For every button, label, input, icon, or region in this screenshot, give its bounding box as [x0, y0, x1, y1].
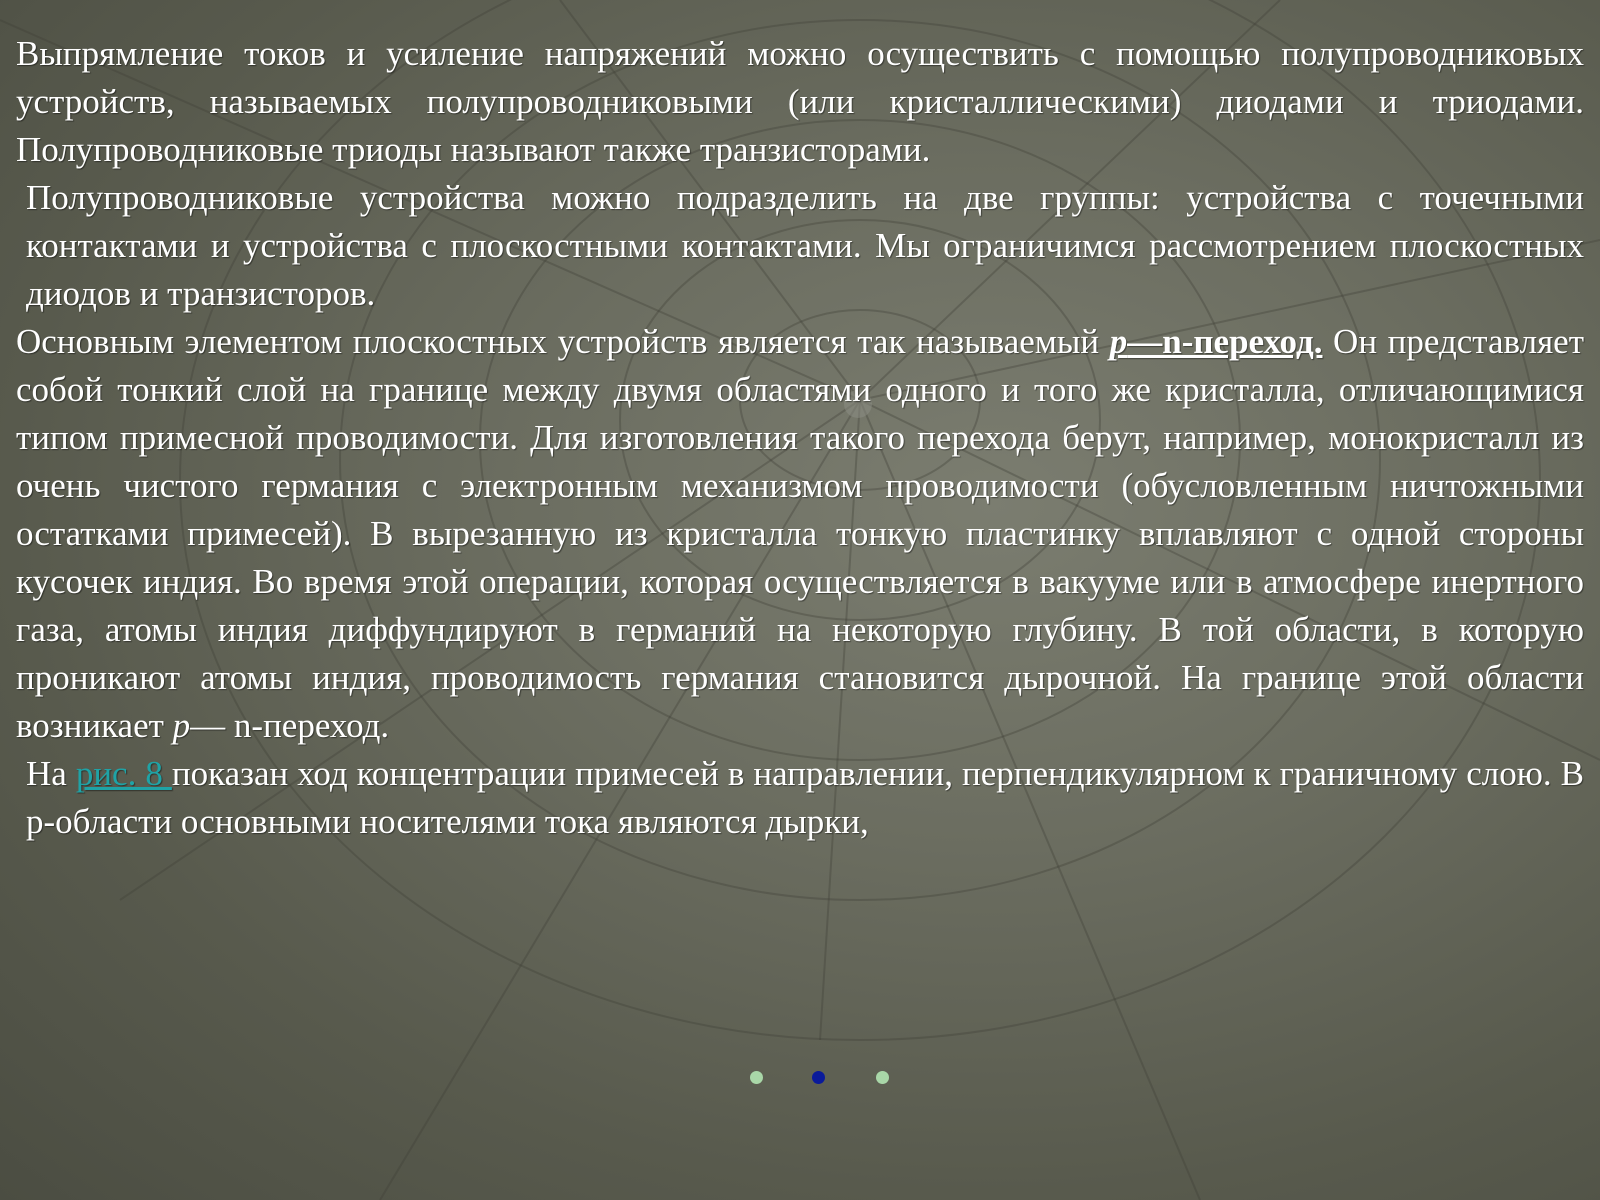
paragraph-3 [16, 318, 1584, 750]
pn-junction-term [1110, 322, 1323, 361]
paragraph-3-body: Он представляет собой тонкий слой на границе между двумя областями одного и того же кристалла, отличающимися типом примесной проводимости. Для изготовления такого перехода берут, например, монокристалл из очень чистого германия с электронным механизмом проводимости (обусловленным ничтожными остатками примесей). В вырезанную из кристалла тонкую пластинку вплавляют с одной стороны кусочек индия. Во время этой операции, которая осуществляется в вакууме или в атмосфере инертного газа, атомы индия диффундируют в германий на некоторую глубину. В той области, в которую проникают атомы индия, проводимость германия становится дырочной. На границе этой области возникает [16, 322, 1585, 745]
current-slide-dot[interactable] [812, 1071, 825, 1084]
pn-junction-end-rest: — n-переход. [190, 706, 390, 745]
paragraph-4-body: показан ход концентрации примесей в направлении, перпендикулярном к граничному слою. В р-области основными носителями тока являются дырки, [26, 754, 1584, 841]
figure-8-link[interactable]: рис. 8 [75, 754, 172, 793]
pn-junction-end-p: р [172, 706, 191, 745]
paragraph-2: Полупроводниковые устройства можно подразделить на две группы: устройства с точечными контактами и устройства с плоскостными контактами. Мы ограничимся рассмотрением плоскостных диодов и транзисторов. [26, 178, 1584, 313]
next-slide-dot[interactable] [876, 1071, 889, 1084]
pn-junction-term-rest: —n-переход. [1127, 322, 1323, 361]
paragraph-4 [16, 750, 1584, 846]
paragraph-3-intro: Основным элементом плоскостных устройств является так называемый [16, 322, 1110, 361]
slide-navigation [750, 1071, 890, 1087]
slide-body-text [16, 30, 1584, 846]
previous-slide-dot[interactable] [750, 1071, 763, 1084]
pn-junction-term-p: р [1109, 322, 1128, 361]
paragraph-1: Выпрямление токов и усиление напряжений можно осуществить с помощью полупроводниковых устройств, называемых полупроводниковыми (или кристаллическими) диодами и триодами. Полупроводниковые триоды называют также транзисторами. [16, 34, 1584, 169]
paragraph-4-intro: На [26, 754, 76, 793]
